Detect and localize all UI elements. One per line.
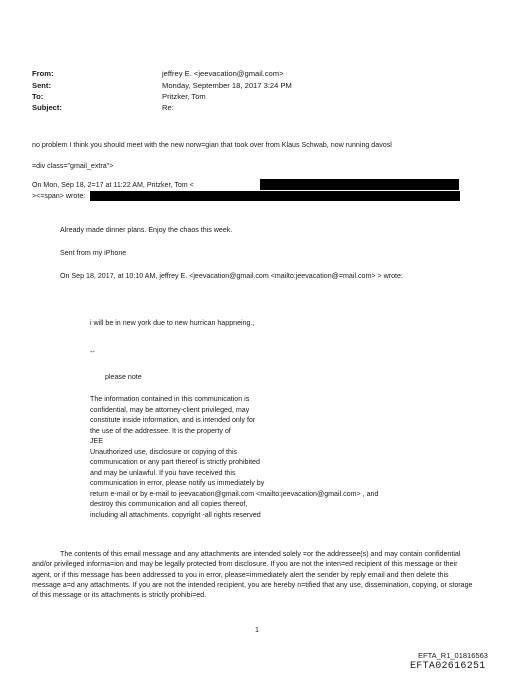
inner-text-2: --	[90, 348, 95, 356]
subject-value: Re:	[162, 103, 174, 112]
doc-id-secondary: EFTA02616251	[410, 661, 486, 672]
reply-text-1: Already made dinner plans. Enjoy the chaos this week.	[60, 226, 233, 234]
page-number: 1	[255, 626, 259, 634]
subject-label: Subject:	[32, 103, 62, 112]
inner-text-1: i will be in new york due to new hurrican happneing.,	[90, 319, 255, 327]
confidential-line: return e-mail or by e-mail to jeevacation@gmail.com <mailto:jeevacation@gmail.com> , and	[90, 489, 379, 498]
confidential-line: Unauthorized use, disclosure or copying of this	[90, 447, 238, 456]
quote-intro-b: ><=span> wrote:	[32, 192, 86, 200]
body-line-1: no problem I think you should meet with the new norw=gian that took over from Klaus Schwab, now running davosl	[32, 141, 392, 149]
to-value: Pritzker, Tom	[162, 92, 206, 101]
confidential-line: including all attachments. copyright -all rights reserved	[90, 510, 261, 519]
reply-text-2: Sent from my iPhone	[60, 249, 127, 257]
from-value: jeffrey E. <jeevacation@gmail.com>	[162, 69, 284, 78]
confidential-line: and may be unlawful. If you have received this	[90, 468, 236, 477]
redaction-bar-1	[260, 179, 459, 190]
disclaimer-paragraph: The contents of this email message and any attachments are intended solely =or the addressee(s) and may contain confidential and/or privileged informa=ion and may be legally protected from disclosure. If you are not the inten=ed recipient of this message or their agent, or if this message has been addressed to you in error, please=immediately alert the sender by reply email and then delete this message a=d any attachments. If you are not the intended recipient, you are hereby n=tified that any use, dissemination, copying, or storage of this message or its attachments is strictly prohibi=ed.	[32, 550, 473, 600]
from-label: From:	[32, 69, 54, 78]
confidential-line: JEE	[90, 437, 104, 445]
confidential-line: communication or any part thereof is strictly prohibited	[90, 458, 260, 466]
confidential-line: constitute inside information, and is intended only for	[90, 416, 256, 424]
quote-intro-a: On Mon, Sep 18, 2=17 at 11:22 AM, Pritzker, Tom <	[32, 181, 194, 189]
inner-text-3: please note	[105, 373, 142, 381]
redaction-bar-2	[90, 191, 460, 201]
reply-text-3: On Sep 18, 2017, at 10:10 AM, jeffrey E. <jeevacation@gmail.com <mailto:jeevacation@=mail.com> > wrote:	[60, 272, 403, 280]
body-line-2: =div class="gmail_extra">	[32, 162, 114, 170]
confidential-line: destroy this communication and all copies thereof,	[90, 500, 248, 508]
sent-label: Sent:	[32, 81, 51, 90]
sent-value: Monday, September 18, 2017 3:24 PM	[162, 81, 292, 90]
confidential-line: The information contained in this communication is	[90, 395, 250, 403]
confidential-line: confidential, may be attorney-client privileged, may	[90, 405, 250, 414]
confidential-line: communication in error, please notify us immediately by	[90, 479, 265, 487]
confidential-line: the use of the addressee. It is the property of	[90, 426, 231, 435]
doc-id-primary: EFTA_R1_01816563	[418, 651, 488, 660]
to-label: To:	[32, 92, 44, 101]
